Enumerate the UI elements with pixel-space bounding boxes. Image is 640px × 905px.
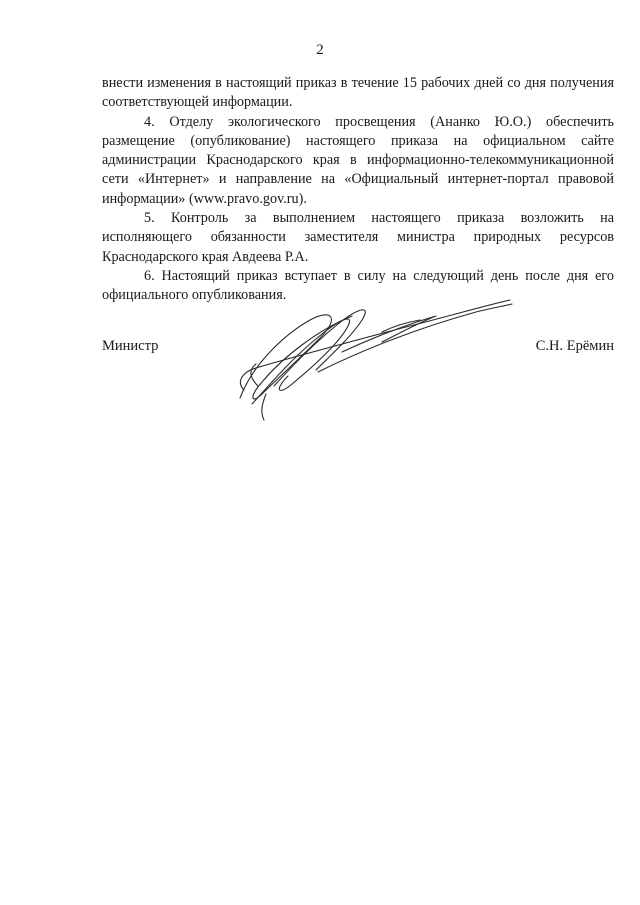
page-number: 2 — [316, 42, 324, 58]
order-text — [102, 74, 614, 306]
paragraph-item-5: 5. Контроль за выполнением настоящего приказа возложить на исполняющего обязанности заместителя министра природных ресурсов Краснодарского края Авдеева Р.А. — [102, 210, 614, 265]
paragraph-item-4: 4. Отделу экологического просвещения (Ананко Ю.О.) обеспечить размещение (опубликование) настоящего приказа на официальном сайте администрации Краснодарского края в информационно-телекоммуникационной сети «Интернет» и направление на «Официальный интернет-портал правовой информации» (www.pravo.gov.ru). — [102, 113, 614, 207]
signatory-title: Министр — [102, 338, 159, 354]
signatory-name: С.Н. Ерёмин — [535, 338, 614, 354]
handwritten-signature — [222, 286, 522, 426]
paragraph-continuation: внести изменения в настоящий приказ в течение 15 рабочих дней со дня получения соответствующей информации. — [102, 75, 614, 111]
paragraph-item-6: 6. Настоящий приказ вступает в силу на следующий день после дня его официального опубликования. — [102, 267, 614, 304]
